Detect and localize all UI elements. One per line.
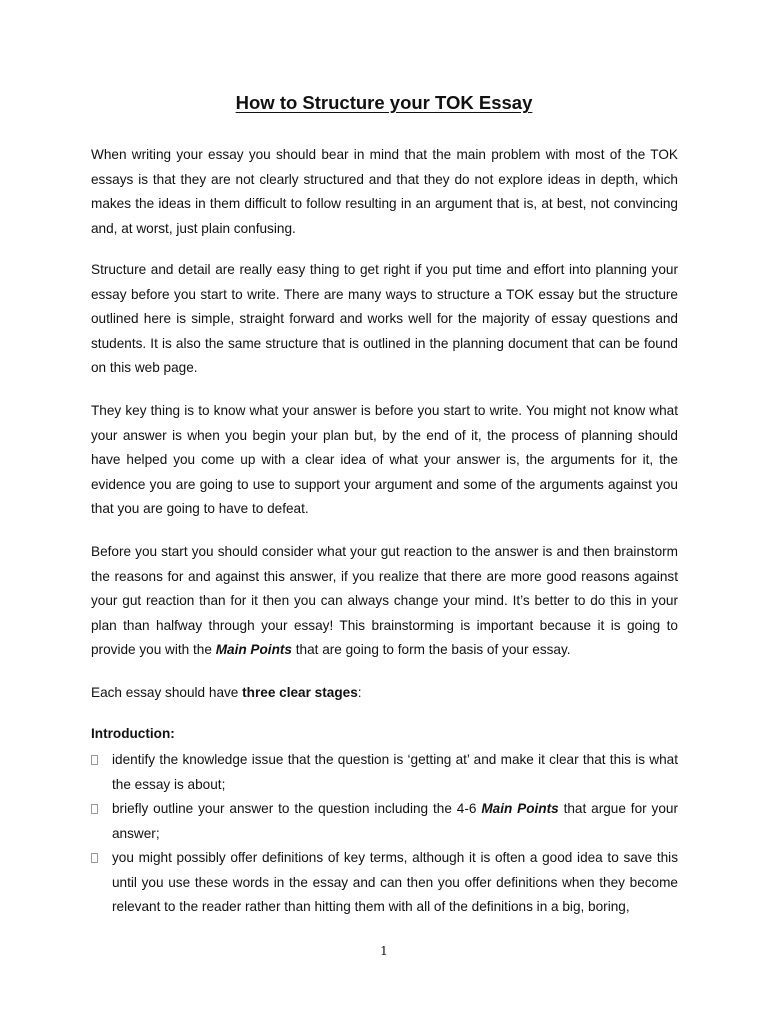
document-title: How to Structure your TOK Essay — [235, 92, 533, 113]
stages-emphasis: three clear stages — [242, 685, 358, 700]
list-item — [91, 797, 678, 846]
stages-text: Each essay should have — [91, 685, 243, 700]
stages-text: : — [357, 685, 362, 700]
paragraph-before-you-start — [91, 540, 678, 663]
paragraph-text: Before you start you should consider what your gut reaction to the answer is and then brainstorm the reasons for and against this answer, if you realize that there are more good reasons against your gut reaction than for it then you can always change your mind. It’s better to do this in your plan than halfway through your essay! This brainstorming is important because it is going to provide you with the — [91, 544, 678, 657]
stages-line — [91, 681, 678, 706]
paragraph-structure: Structure and detail are really easy thing to get right if you put time and effort into planning your essay before you start to write. There are many ways to structure a TOK essay but the structure outlined here is simple, straight forward and works well for the majority of essay questions and students. It is also the same structure that is outlined in the planning document that can be found on this web page. — [91, 262, 678, 375]
bullet-text: you might possibly offer definitions of key terms, although it is often a good idea to save this until you use these words in the essay and can then you offer definitions when they become relevant to the reader rather than hitting them with all of the definitions in a big, boring, — [112, 850, 678, 914]
introduction-heading: Introduction: — [91, 726, 175, 741]
paragraph-key-thing: They key thing is to know what your answer is before you start to write. You might not know what your answer is when you begin your plan but, by the end of it, the process of planning should have helped you come up with a clear idea of what your answer is, the arguments for it, the evidence you are going to use to support your argument and some of the arguments against you that you are going to have to defeat. — [91, 403, 678, 516]
list-item — [91, 748, 678, 797]
bullet-box-icon — [91, 853, 98, 863]
bullet-box-icon — [91, 755, 98, 765]
introduction-bullet-list — [91, 748, 678, 920]
paragraph-intro: When writing your essay you should bear in mind that the main problem with most of the TOK essays is that they are not clearly structured and that they do not explore ideas in depth, which makes the ideas in them difficult to follow resulting in an argument that is, at best, not convincing and, at worst, just plain confusing. — [91, 147, 678, 236]
main-points-emphasis: Main Points — [481, 801, 559, 816]
main-points-emphasis: Main Points — [215, 642, 292, 657]
bullet-text: that argue for your answer; — [112, 801, 679, 841]
bullet-text: briefly outline your answer to the question including the 4-6 — [112, 801, 482, 816]
list-item — [91, 846, 678, 920]
bullet-text: identify the knowledge issue that the question is ‘getting at’ and make it clear that this is what the essay is about; — [112, 752, 678, 792]
paragraph-text: that are going to form the basis of your essay. — [291, 642, 571, 657]
bullet-box-icon — [91, 804, 98, 814]
page-number: 1 — [380, 944, 388, 958]
